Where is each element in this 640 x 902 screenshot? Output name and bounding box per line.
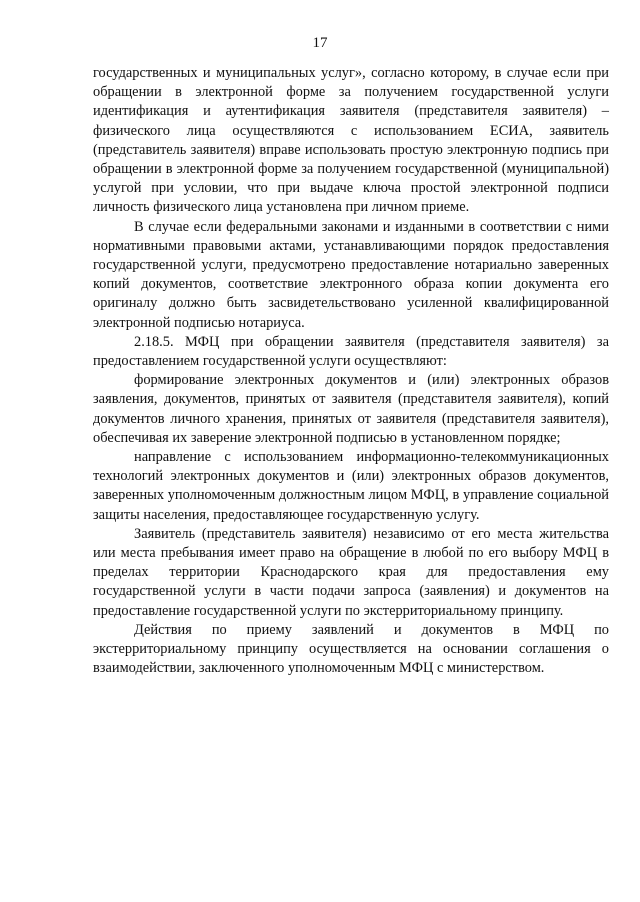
paragraph: направление с использованием информационно-телекоммуникационных технологий электронных документов и (или) электронных образов документов, заверенных уполномоченным должностным лицом МФЦ, в управление социальной защиты населения, предоставляющее государственную услугу.: [93, 449, 609, 523]
paragraph: В случае если федеральными законами и изданными в соответствии с ними нормативными правовыми актами, устанавливающими порядок предоставления государственной услуги, предусмотрено предоставление нотариально заверенных копий документов, соответствие электронного образа копии документа его оригиналу должно быть засвидетельствовано усиленной квалифицированной электронной подписью нотариуса.: [93, 218, 609, 331]
paragraph: формирование электронных документов и (или) электронных образов заявления, документов, принятых от заявителя (представителя заявителя), копий документов личного хранения, принятых от заявителя (представителя заявителя), обеспечивая их заверение электронной подписью в установленном порядке;: [93, 372, 609, 446]
page-number: 17: [312, 35, 328, 51]
paragraph: Действия по приему заявлений и документов в МФЦ по экстерриториальному принципу осуществляется на основании соглашения о взаимодействии, заключенного уполномоченным МФЦ с министерством.: [93, 621, 609, 677]
document-body: [93, 64, 609, 679]
paragraph: Заявитель (представитель заявителя) независимо от его места жительства или места пребывания имеет право на обращение в любой по его выбору МФЦ в пределах территории Краснодарского края для предоставления ему государственной услуги в части подачи запроса (заявления) и документов на предоставление государственной услуги по экстерриториальному принципу.: [93, 525, 609, 619]
paragraph: 2.18.5. МФЦ при обращении заявителя (представителя заявителя) за предоставлением государственной услуги осуществляют:: [93, 333, 609, 370]
paragraph: государственных и муниципальных услуг», согласно которому, в случае если при обращении в электронной форме за получением государственной услуги идентификация и аутентификация заявителя (представителя заявителя) – физического лица осуществляются с использованием ЕСИА, заявитель (представитель заявителя) вправе использовать простую электронную подпись при обращении в электронной форме за получением государственной (муниципальной) услугой при условии, что при выдаче ключа простой электронной подписи личность физического лица установлена при личном приеме.: [93, 65, 609, 216]
